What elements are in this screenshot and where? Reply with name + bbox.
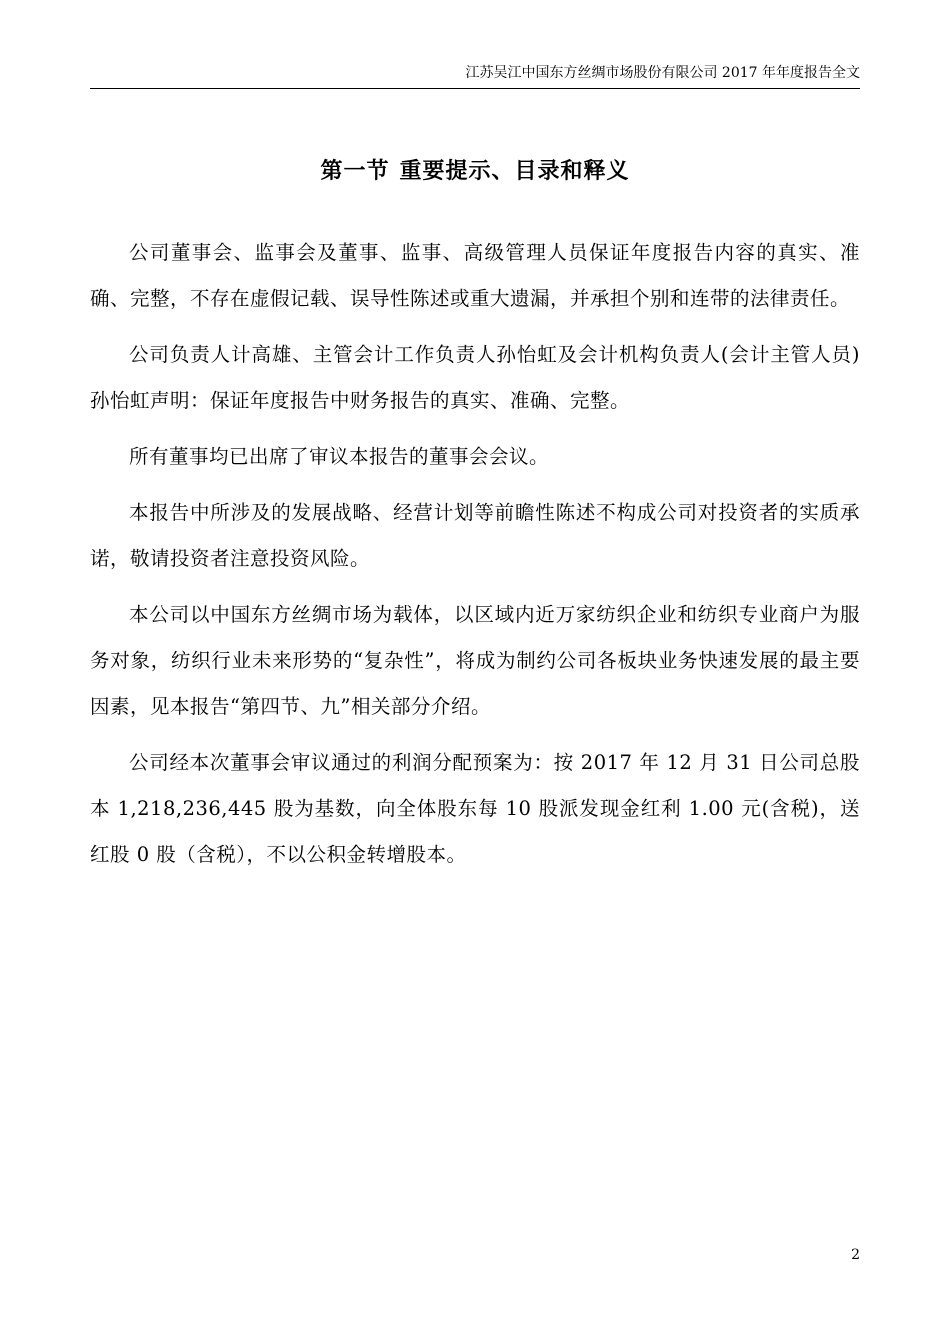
page-number: 2	[851, 1247, 860, 1263]
paragraph-forward-looking: 本报告中所涉及的发展战略、经营计划等前瞻性陈述不构成公司对投资者的实质承诺，敬请投资者注意投资风险。	[90, 501, 860, 570]
paragraph-directors-attendance: 所有董事均已出席了审议本报告的董事会会议。	[129, 445, 550, 468]
section-title	[90, 155, 860, 187]
running-header	[90, 64, 860, 89]
paragraph-board-guarantee: 公司董事会、监事会及董事、监事、高级管理人员保证年度报告内容的真实、准确、完整，不存在虚假记载、误导性陈述或重大遗漏，并承担个别和连带的法律责任。	[90, 241, 860, 310]
paragraph-financial-statement: 公司负责人计高雄、主管会计工作负责人孙怡虹及会计机构负责人(会计主管人员)孙怡虹声明：保证年度报告中财务报告的真实、准确、完整。	[90, 343, 860, 412]
section-heading: 重要提示、目录和释义	[399, 158, 630, 184]
running-header-text: 江苏吴江中国东方丝绸市场股份有限公司 2017 年年度报告全文	[465, 65, 860, 81]
paragraph-profit-distribution: 公司经本次董事会审议通过的利润分配预案为：按 2017 年 12 月 31 日公司总股本 1,218,236,445 股为基数，向全体股东每 10 股派发现金红利 1.00 元(含税)，送红股 0 股（含税），不以公积金转增股本。	[90, 751, 860, 866]
notice-body	[90, 230, 860, 888]
paragraph-risk-factors: 本公司以中国东方丝绸市场为载体，以区域内近万家纺织企业和纺织专业商户为服务对象，纺织行业未来形势的“复杂性”，将成为制约公司各板块业务快速发展的最主要因素，见本报告“第四节、九”相关部分介绍。	[90, 603, 860, 718]
section-number: 第一节	[320, 158, 390, 184]
